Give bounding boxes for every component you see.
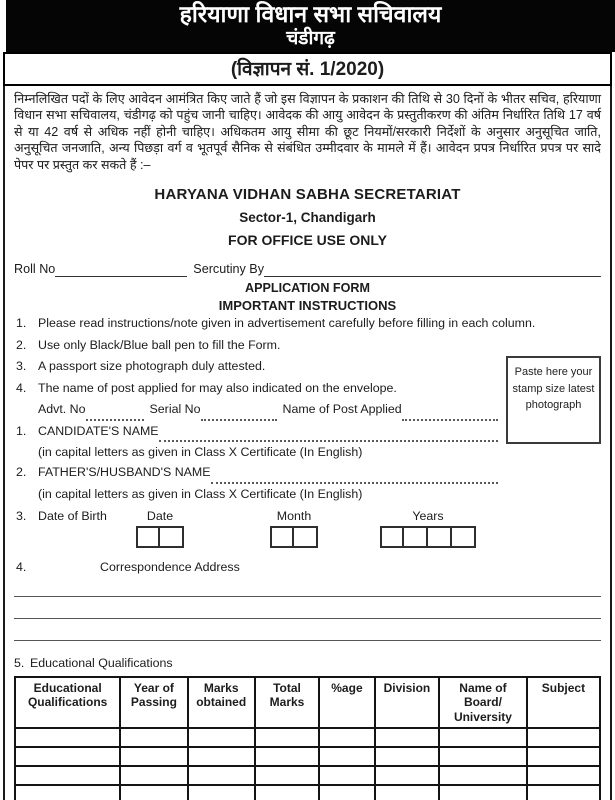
dob-date-cell[interactable] bbox=[160, 526, 184, 548]
table-cell[interactable] bbox=[319, 766, 375, 785]
instruction-text: Use only Black/Blue ball pen to fill the Form. bbox=[38, 337, 281, 352]
table-cell[interactable] bbox=[15, 785, 120, 800]
serial-no-label: Serial No bbox=[149, 402, 201, 417]
column-header: Subject bbox=[527, 677, 600, 729]
table-cell[interactable] bbox=[527, 785, 600, 800]
table-cell[interactable] bbox=[319, 785, 375, 800]
instruction-text: A passport size photograph duly attested. bbox=[38, 359, 266, 374]
table-cell[interactable] bbox=[527, 766, 600, 785]
address-blank-line[interactable] bbox=[14, 597, 601, 619]
dob-years-cell[interactable] bbox=[404, 526, 428, 548]
table-cell[interactable] bbox=[439, 747, 527, 766]
dob-years-group bbox=[380, 509, 476, 548]
column-header: %age bbox=[319, 677, 375, 729]
column-header: Year of Passing bbox=[120, 677, 187, 729]
office-use-heading: FOR OFFICE USE ONLY bbox=[228, 232, 387, 249]
table-cell[interactable] bbox=[188, 766, 255, 785]
table-cell[interactable] bbox=[255, 785, 319, 800]
instruction-item bbox=[14, 378, 498, 400]
instruction-item bbox=[14, 335, 601, 357]
table-row bbox=[15, 785, 600, 800]
advert-number-band: (विज्ञापन सं. 1/2020) bbox=[3, 52, 612, 86]
post-applied-blank[interactable] bbox=[402, 406, 498, 421]
dob-date-group bbox=[136, 509, 184, 548]
serial-no-blank[interactable] bbox=[201, 406, 277, 421]
advt-no-blank[interactable] bbox=[86, 406, 144, 421]
mid-section bbox=[14, 356, 601, 504]
instruction-text: Please read instructions/note given in advertisement carefully before filling in each column. bbox=[38, 316, 536, 331]
dob-date-cell[interactable] bbox=[136, 526, 160, 548]
column-header: Marks obtained bbox=[188, 677, 255, 729]
scrutiny-blank[interactable] bbox=[264, 262, 601, 277]
table-cell[interactable] bbox=[15, 747, 120, 766]
educational-qualifications-row bbox=[14, 656, 601, 670]
header-title-hindi: हरियाणा विधान सभा सचिवालय bbox=[179, 1, 442, 27]
education-table bbox=[14, 676, 601, 800]
candidate-name-blank[interactable] bbox=[159, 427, 498, 442]
table-cell[interactable] bbox=[319, 728, 375, 747]
header-city-hindi: चंडीगढ़ bbox=[286, 28, 335, 49]
table-cell[interactable] bbox=[120, 728, 187, 747]
instruction-item bbox=[14, 356, 498, 378]
field-number: 5. bbox=[14, 655, 25, 670]
scrutiny-label: Sercutiny By bbox=[193, 262, 264, 277]
column-header: Educational Qualifications bbox=[15, 677, 120, 729]
field-number: 1. bbox=[16, 423, 27, 438]
father-husband-name-row bbox=[14, 462, 498, 484]
address-indent bbox=[38, 560, 100, 574]
father-husband-name-note: (in capital letters as given in Class X Certificate (In English) bbox=[38, 486, 363, 501]
advt-no-label: Advt. No bbox=[38, 402, 86, 417]
table-cell[interactable] bbox=[439, 728, 527, 747]
secretariat-title: HARYANA VIDHAN SABHA SECRETARIAT bbox=[154, 186, 461, 204]
table-cell[interactable] bbox=[375, 785, 439, 800]
table-cell[interactable] bbox=[375, 747, 439, 766]
field-number: 4. bbox=[16, 559, 27, 574]
dob-month-boxes bbox=[270, 526, 318, 548]
candidate-name-note: (in capital letters as given in Class X Certificate (In English) bbox=[38, 445, 363, 460]
instruction-number: 2. bbox=[16, 337, 27, 352]
column-header: Name of Board/ University bbox=[439, 677, 527, 729]
photo-paste-box: Paste here your stamp size latest photograph bbox=[506, 356, 601, 444]
dob-years-boxes bbox=[380, 526, 476, 548]
roll-no-label: Roll No bbox=[14, 262, 56, 277]
address-blank-line[interactable] bbox=[14, 575, 601, 597]
date-of-birth-label: Date of Birth bbox=[38, 508, 107, 523]
application-form-heading: APPLICATION FORM bbox=[245, 281, 370, 296]
table-row bbox=[15, 747, 600, 766]
table-cell[interactable] bbox=[527, 747, 600, 766]
table-cell[interactable] bbox=[120, 747, 187, 766]
father-husband-name-label: FATHER'S/HUSBAND'S NAME bbox=[38, 465, 211, 480]
table-cell[interactable] bbox=[319, 747, 375, 766]
table-cell[interactable] bbox=[15, 728, 120, 747]
roll-no-blank[interactable] bbox=[55, 262, 187, 277]
table-cell[interactable] bbox=[255, 766, 319, 785]
secretariat-address: Sector-1, Chandigarh bbox=[239, 210, 376, 226]
instruction-item bbox=[14, 313, 601, 335]
dob-years-cell[interactable] bbox=[380, 526, 404, 548]
post-applied-label: Name of Post Applied bbox=[282, 402, 402, 417]
mid-left-column bbox=[14, 356, 498, 504]
table-cell[interactable] bbox=[188, 728, 255, 747]
table-cell[interactable] bbox=[188, 747, 255, 766]
education-table-body bbox=[15, 728, 600, 800]
father-husband-name-blank[interactable] bbox=[211, 469, 499, 484]
table-cell[interactable] bbox=[15, 766, 120, 785]
table-cell[interactable] bbox=[527, 728, 600, 747]
dob-years-cell[interactable] bbox=[452, 526, 476, 548]
candidate-name-label: CANDIDATE'S NAME bbox=[38, 423, 159, 438]
column-header: Division bbox=[375, 677, 439, 729]
table-cell[interactable] bbox=[375, 728, 439, 747]
dob-date-label: Date bbox=[146, 508, 174, 523]
table-cell[interactable] bbox=[375, 766, 439, 785]
table-cell[interactable] bbox=[439, 785, 527, 800]
roll-scrutiny-row bbox=[14, 262, 601, 277]
instruction-number: 1. bbox=[16, 316, 27, 331]
instruction-text: The name of post applied for may also indicated on the envelope. bbox=[38, 380, 397, 395]
candidate-name-row bbox=[14, 421, 498, 443]
date-of-birth-row bbox=[14, 509, 601, 548]
correspondence-address-label: Correspondence Address bbox=[100, 559, 240, 574]
field-number: 2. bbox=[16, 465, 27, 480]
field-number: 3. bbox=[16, 508, 27, 523]
table-cell[interactable] bbox=[120, 785, 187, 800]
photo-column bbox=[498, 356, 601, 504]
address-blank-line[interactable] bbox=[14, 619, 601, 641]
form-body bbox=[3, 86, 612, 800]
dob-month-label: Month bbox=[276, 508, 312, 523]
dob-years-label: Years bbox=[412, 508, 444, 523]
column-header: Total Marks bbox=[255, 677, 319, 729]
dob-month-group bbox=[270, 509, 318, 548]
table-row bbox=[15, 766, 600, 785]
table-cell[interactable] bbox=[439, 766, 527, 785]
header-band bbox=[6, 0, 615, 52]
important-instructions-heading: IMPORTANT INSTRUCTIONS bbox=[218, 298, 397, 314]
education-table-header-row bbox=[15, 677, 600, 729]
correspondence-address-row bbox=[14, 560, 601, 574]
instruction-number: 3. bbox=[16, 359, 27, 374]
table-cell[interactable] bbox=[255, 747, 319, 766]
table-row bbox=[15, 728, 600, 747]
dob-date-boxes bbox=[136, 526, 184, 548]
advt-serial-post-row bbox=[14, 399, 498, 421]
table-cell[interactable] bbox=[120, 766, 187, 785]
instruction-number: 4. bbox=[16, 380, 27, 395]
intro-paragraph-hindi: निम्नलिखित पदों के लिए आवेदन आमंत्रित किए जाते हैं जो इस विज्ञापन के प्रकाशन की तिथि से 30 दिनों के भीतर सचिव, हरियाणा विधान सभा सचिवालय, चंडीगढ़ को पहुंच जानी चाहिए। आवेदक की आयु आवेदन के प्रस्तुतीकरण की अंतिम निर्धारित तिथि 17 वर्ष से या 42 वर्ष से अधिक नहीं होनी चाहिए। अधिकतम आयु सीमा की छूट नियमों/सरकारी निर्देशों के अनुसार अनुसूचित जाति, अनुसूचित जनजाति, अन्य पिछड़ा वर्ग व भूतपूर्व सैनिक से संबंधित उम्मीदवार के मामले में हैं। आवेदन प्रपत्र निर्धारित प्रपत्र पर सादे पेपर पर प्रस्तुत कर सकते हैं :– bbox=[14, 92, 601, 172]
table-cell[interactable] bbox=[188, 785, 255, 800]
dob-month-cell[interactable] bbox=[270, 526, 294, 548]
table-cell[interactable] bbox=[255, 728, 319, 747]
dob-month-cell[interactable] bbox=[294, 526, 318, 548]
educational-qualifications-label: Educational Qualifications bbox=[30, 655, 173, 670]
dob-years-cell[interactable] bbox=[428, 526, 452, 548]
